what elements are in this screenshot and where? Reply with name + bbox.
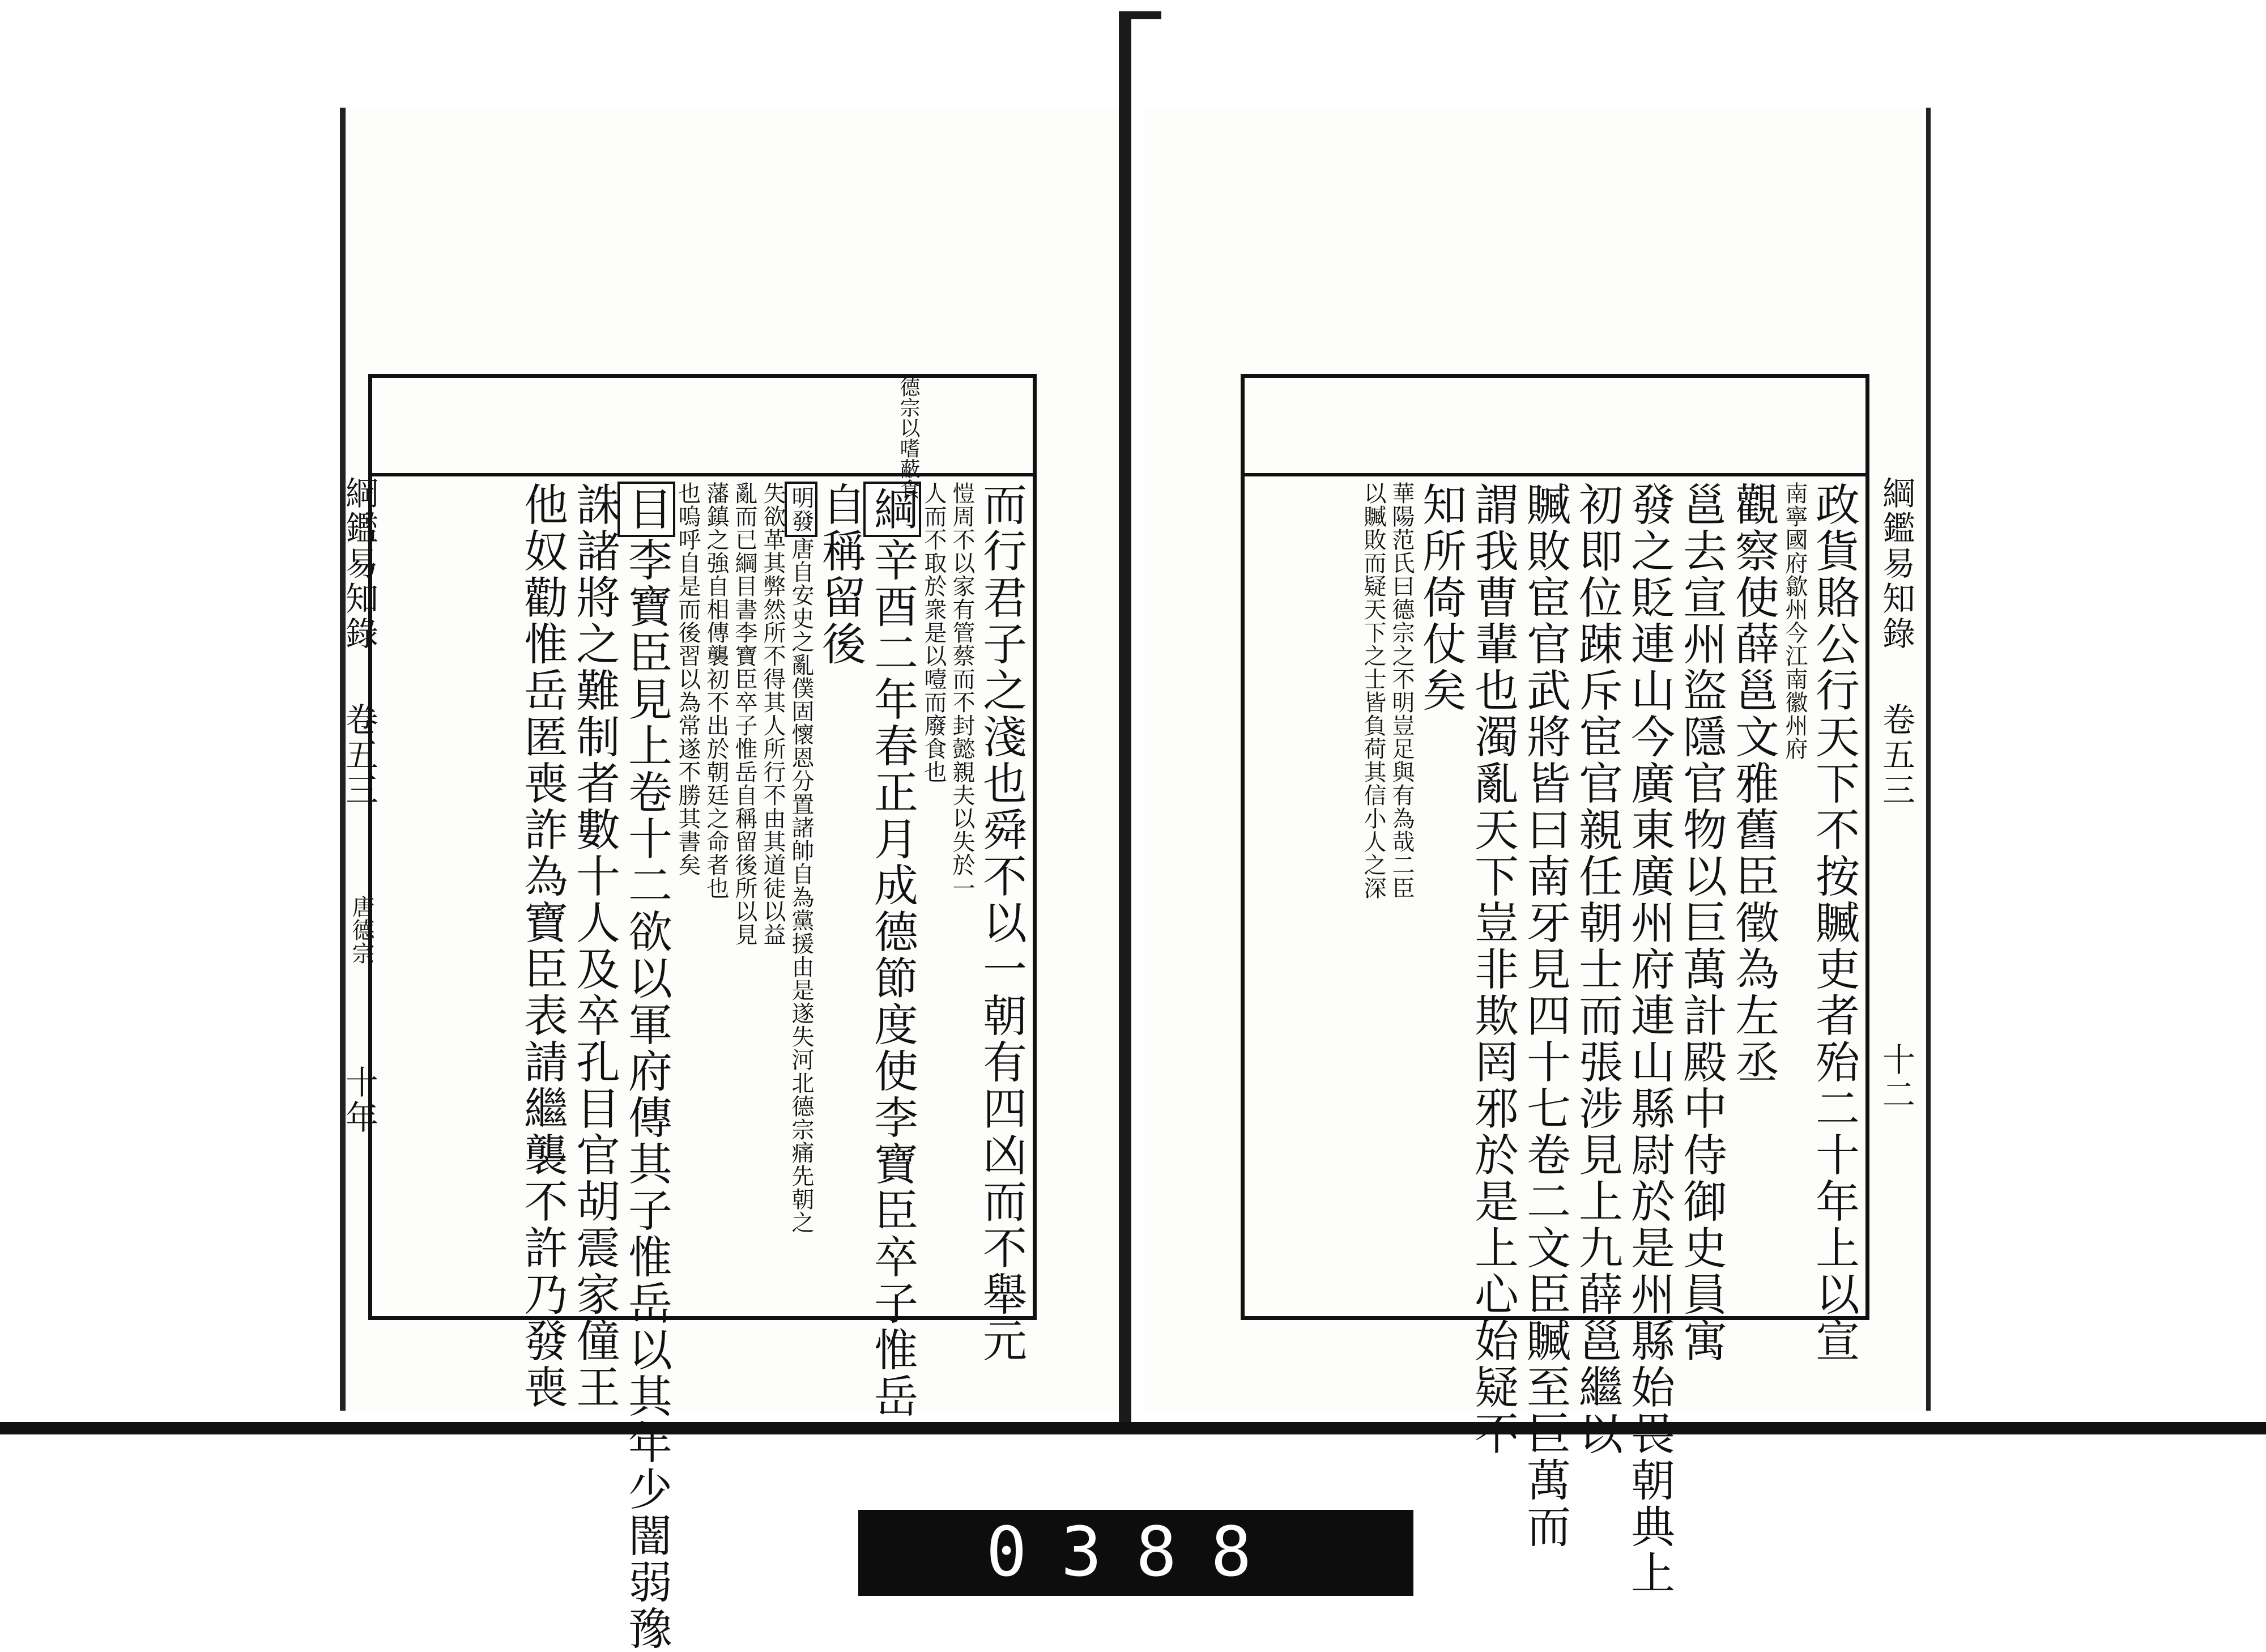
scan-bottom-edge (0, 1422, 2266, 1434)
reel-number-bar (858, 1510, 1413, 1596)
right-column (1624, 482, 1675, 1596)
right-column (1676, 482, 1727, 1364)
left-column (976, 482, 1026, 1364)
left-header-divider (368, 473, 1037, 476)
left-column (621, 482, 672, 1652)
right-column (1571, 482, 1622, 1457)
right-column (1362, 482, 1385, 900)
right-column-text: 觀察使薛邕文雅舊臣徵為左丞 (1728, 482, 1779, 1085)
left-head-note: 德宗以嗜蔽食 (897, 377, 920, 499)
right-column-text: 邕去宣州盜隱官物以巨萬計殿中侍御史員寓 (1676, 482, 1727, 1364)
left-column-label: 明發 (785, 482, 817, 537)
right-column-text: 以贓敗而疑天下之士皆負荷其信小人之深 (1360, 482, 1386, 900)
left-column-text: 自稱留後 (815, 482, 866, 667)
left-column (733, 482, 756, 946)
left-column-text: 辛酉二年春正月成德節度使李寶臣卒子惟岳 (867, 537, 918, 1420)
right-column-text: 贓敗宦官武將皆曰南牙見四十七卷二文臣贓至巨萬而 (1519, 482, 1570, 1550)
right-column-text: 政貨賂公行天下不按贓吏者殆二十年上以宣 (1808, 482, 1859, 1364)
left-column (517, 482, 568, 1411)
right-column (1467, 482, 1518, 1457)
left-column-text: 失欲革其弊然所不得其人所行不由其道徒以益 (760, 482, 786, 946)
right-header-divider (1241, 473, 1869, 476)
reel-number: 0388 (986, 1513, 1286, 1592)
right-column (1808, 482, 1859, 1364)
left-column-text: 也嗚呼自是而後習以為常遂不勝其書矣 (675, 482, 701, 876)
left-column (676, 482, 699, 876)
left-column-text: 他奴勸惟岳匿喪詐為寶臣表請繼襲不許乃發喪 (517, 482, 568, 1411)
left-edge-dynasty: 唐德宗 (348, 895, 374, 965)
left-column (951, 482, 973, 900)
right-column-text: 南寧國府歙州今江南徽州府 (1782, 482, 1808, 760)
right-column-text: 初即位踈斥宦官親任朝士而張涉見上九薛邕繼以 (1571, 482, 1622, 1457)
right-edge-page: 十二 (1877, 1042, 1915, 1113)
left-column (705, 482, 727, 900)
left-column-text: 而行君子之淺也舜不以一朝有四凶而不舉元 (976, 482, 1026, 1364)
right-column-text: 謂我曹輩也濁亂天下豈非欺罔邪於是上心始疑不 (1467, 482, 1518, 1457)
right-column (1519, 482, 1570, 1550)
left-column (867, 482, 918, 1420)
left-column-label: 綱 (863, 482, 921, 537)
left-column-label: 目 (617, 482, 675, 537)
left-column-text: 唐自安史之亂僕固懷恩分置諸帥自為黨援由是遂失河北德宗痛先朝之 (788, 537, 814, 1234)
right-edge-title: 綱鑑易知錄 (1877, 476, 1915, 652)
left-column (922, 482, 945, 784)
binding-spine-cap (1127, 11, 1161, 19)
right-column-text: 知所倚仗矣 (1415, 482, 1466, 714)
right-column (1415, 482, 1466, 714)
binding-spine (1119, 11, 1131, 1422)
right-column (1783, 482, 1806, 760)
left-column (761, 482, 784, 946)
left-edge-volume: 卷五三 (340, 702, 378, 808)
left-column-text: 亂而已綱目書李寶臣卒子惟岳自稱留後所以見 (731, 482, 757, 946)
left-column-text: 人而不取於衆是以噎而廢食也 (921, 482, 947, 784)
left-column-text: 愷周不以家有管蔡而不封懿親夫以失於一 (949, 482, 975, 900)
left-column-text: 誅諸將之難制者數十人及卒孔目官胡震家僮王 (569, 482, 620, 1411)
left-column (569, 482, 620, 1411)
left-edge-year: 十年 (340, 1065, 378, 1135)
right-column (1728, 482, 1779, 1085)
right-column (1390, 482, 1413, 900)
right-column-text: 華陽范氏曰德宗之不明豈足與有為哉二臣 (1388, 482, 1415, 900)
right-edge-volume: 卷五三 (1877, 702, 1915, 808)
left-column (815, 482, 866, 667)
left-column-text: 藩鎮之強自相傳襲初不出於朝廷之命者也 (703, 482, 729, 900)
left-edge-title: 綱鑑易知錄 (340, 476, 378, 652)
left-column-text: 李寶臣見上卷十二欲以軍府傳其子惟岳以其年少闇弱豫 (621, 537, 672, 1652)
right-column-text: 發之貶連山今廣東廣州府連山縣尉於是州縣始畏朝典上 (1624, 482, 1675, 1596)
left-column (790, 482, 812, 1234)
